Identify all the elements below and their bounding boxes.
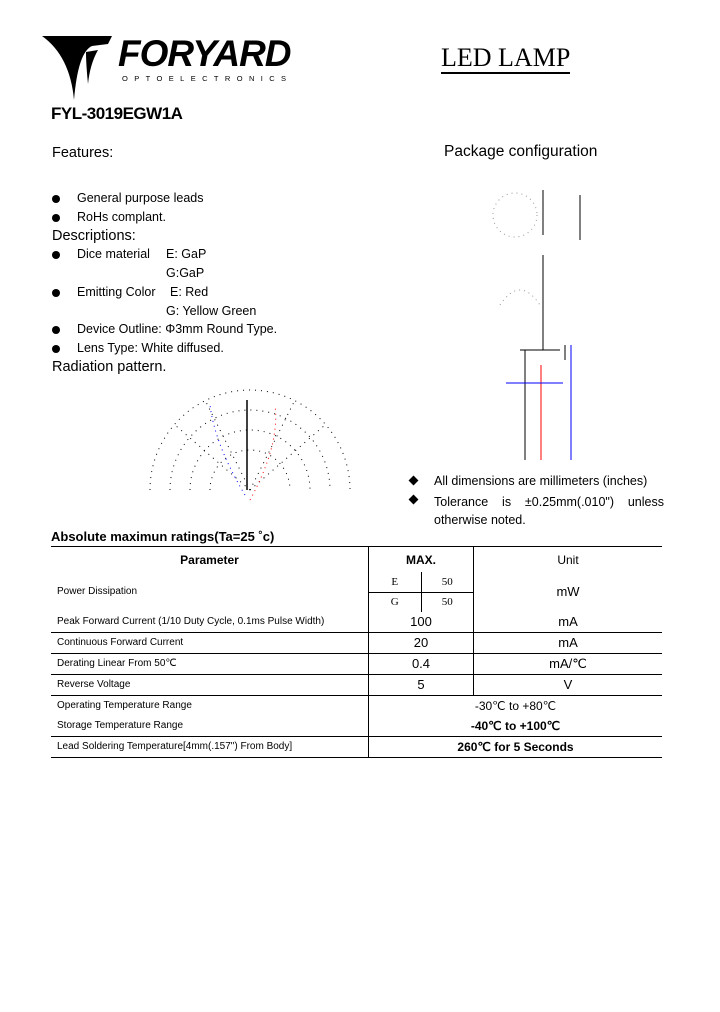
features-heading: Features: (52, 145, 114, 161)
part-number: FYL-3019EGW1A (51, 104, 183, 123)
unit-cell: mA/℃ (474, 654, 663, 675)
param-cell: Derating Linear From 50℃ (51, 654, 369, 675)
descriptions-heading: Descriptions: (52, 228, 136, 244)
brand-name: FORYARD (118, 33, 291, 74)
outline: Device Outline: Φ3mm Round Type. (77, 322, 278, 336)
color-label: Emitting Color (77, 285, 156, 299)
power-label: Power Dissipation (57, 586, 138, 597)
radiation-pattern-diagram (135, 385, 360, 515)
table-row (51, 737, 662, 758)
note-dimensions: All dimensions are millimeters (inches) (434, 474, 648, 488)
max-cell: 5 (369, 675, 474, 696)
table-row (51, 675, 662, 696)
header-unit: Unit (474, 547, 663, 572)
feature-item: General purpose leads (77, 191, 204, 205)
ratings-table (51, 547, 662, 758)
color-e: E: Red (170, 285, 209, 299)
table-row (51, 612, 662, 633)
table-row (51, 633, 662, 654)
color-g: G: Yellow Green (166, 304, 257, 318)
brand-subtitle: OPTOELECTRONICS (122, 74, 293, 83)
param-cell: Operating Temperature Range (57, 700, 192, 711)
ratings-heading: Absolute maximun ratings(Ta=25 ˚c) (51, 529, 662, 547)
header-max: MAX. (369, 547, 474, 572)
range-cell: -30℃ to +80℃ (369, 696, 663, 717)
max-cell: 100 (369, 612, 474, 633)
power-e-value: 50 (421, 572, 474, 592)
foryard-logo-icon (42, 34, 114, 100)
header-parameter: Parameter (180, 552, 239, 567)
doc-title: LED LAMP (441, 43, 571, 72)
unit-cell: mA (474, 633, 663, 654)
power-unit: mW (474, 572, 663, 612)
table-row (51, 654, 662, 675)
note-tolerance: Tolerance is ±0.25mm(.010") unless otherwise noted. (434, 495, 664, 527)
package-heading: Package configuration (444, 143, 598, 160)
param-cell: Continuous Forward Current (51, 633, 369, 654)
dice-e: E: GaP (166, 247, 207, 261)
range-cell: 260℃ for 5 Seconds (369, 737, 663, 758)
feature-item: RoHs complant. (77, 210, 166, 224)
power-e-label: E (391, 576, 399, 588)
table-row (51, 716, 662, 737)
max-cell: 20 (369, 633, 474, 654)
unit-cell: V (474, 675, 663, 696)
dice-g: G:GaP (166, 266, 205, 280)
power-g-value: 50 (421, 593, 474, 612)
unit-cell: mA (474, 612, 663, 633)
param-cell: Lead Soldering Temperature[4mm(.157") From Body] (51, 737, 369, 758)
package-drawing (480, 185, 600, 460)
dice-label: Dice material (77, 247, 159, 262)
param-cell: Reverse Voltage (51, 675, 369, 696)
range-cell: -40℃ to +100℃ (369, 716, 663, 737)
table-row (51, 696, 662, 717)
lens: Lens Type: White diffused. (77, 341, 224, 355)
radiation-heading: Radiation pattern. (52, 359, 167, 375)
table-row-power (51, 572, 662, 612)
power-g-label: G (390, 596, 399, 608)
max-cell: 0.4 (369, 654, 474, 675)
param-cell: Storage Temperature Range (51, 716, 369, 737)
param-cell: Peak Forward Current (1/10 Duty Cycle, 0.1ms Pulse Width) (51, 612, 369, 633)
